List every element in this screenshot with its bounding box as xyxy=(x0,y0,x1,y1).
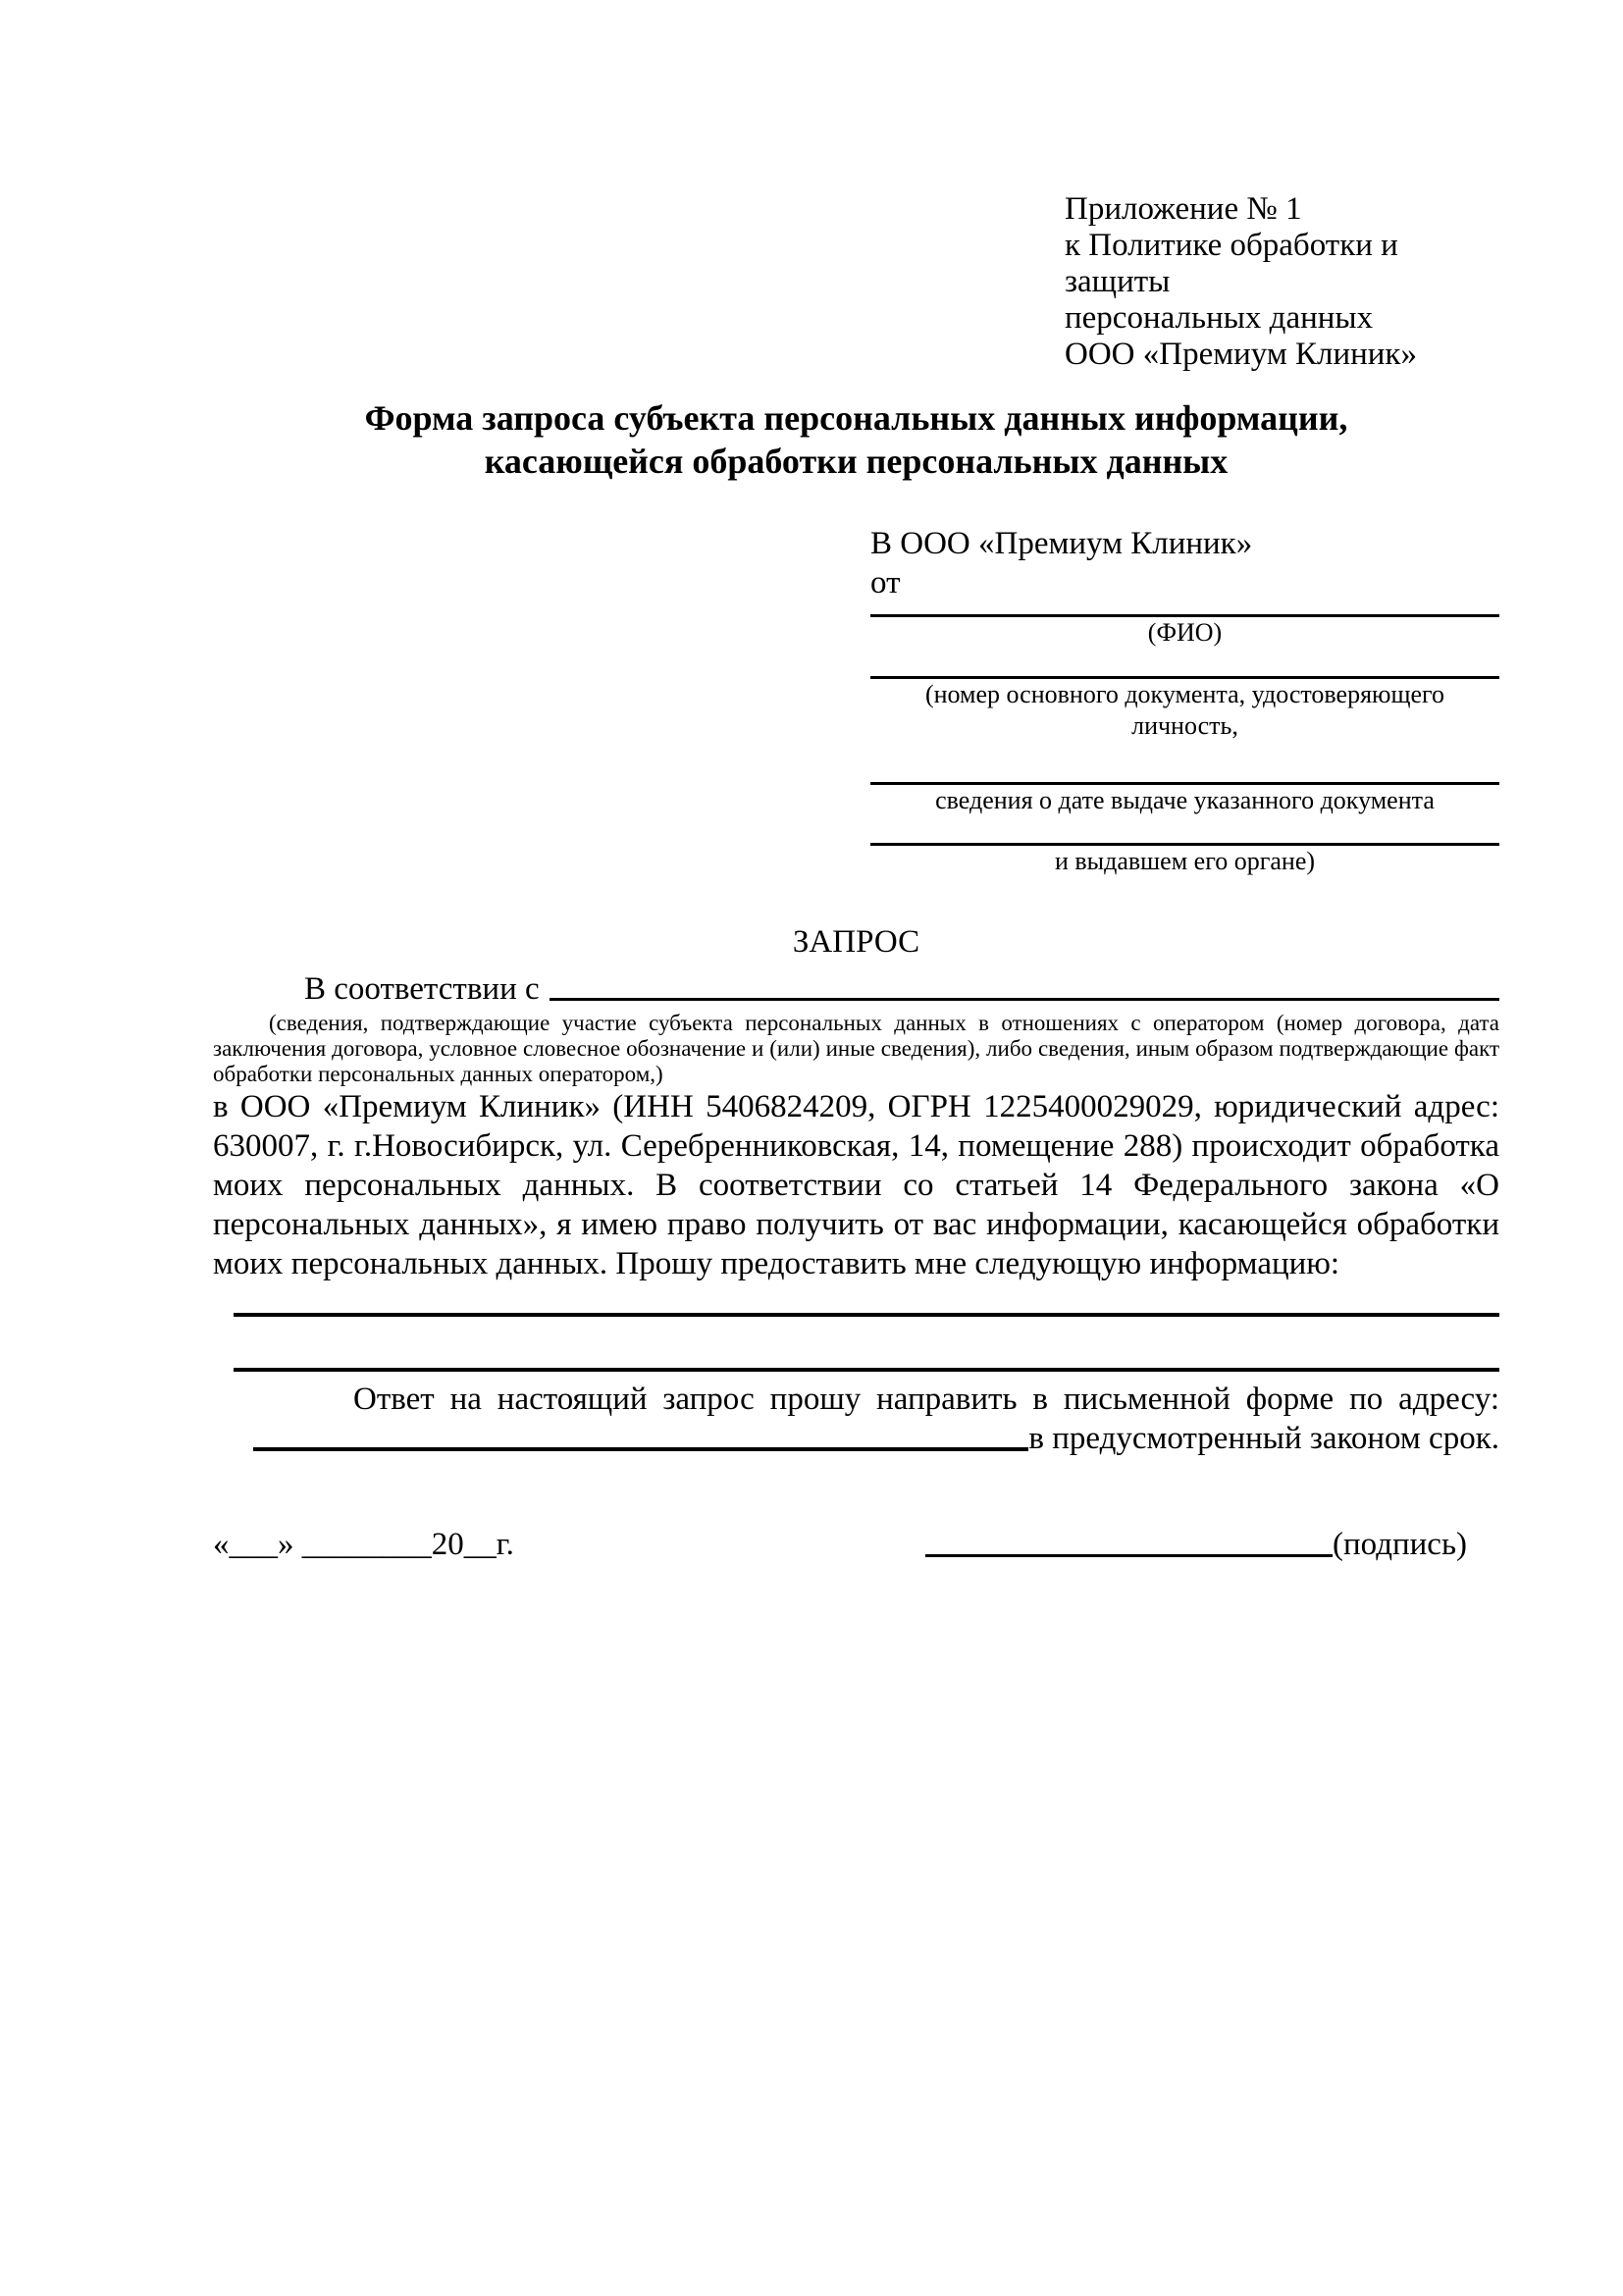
intro-paragraph xyxy=(213,969,1499,1009)
response-paragraph: Ответ на настоящий запрос прошу направить в письменной форме по адресу: xyxy=(353,1382,1499,1417)
address-blank-line xyxy=(253,1447,1028,1451)
signature-blank-line xyxy=(925,1554,1333,1557)
information-blank-line-1 xyxy=(234,1313,1499,1317)
appendix-header-line: к Политике обработки и защиты xyxy=(1065,228,1398,299)
intro-blank-line xyxy=(550,998,1499,1001)
date-signature-row xyxy=(213,1525,1499,1564)
issuing-authority-field-caption: и выдавшем его органе) xyxy=(1054,847,1316,875)
form-title-line: Форма запроса субъекта персональных данных информации, xyxy=(364,398,1348,438)
response-address-row xyxy=(213,1419,1499,1458)
document-number-field-caption: (номер основного документа, удостоверяющего личность, xyxy=(924,680,1445,740)
date-blank-field: «___» ________20__г. xyxy=(213,1527,514,1562)
addressee-from-label: от xyxy=(870,565,901,600)
response-closing: в предусмотренный законом срок. xyxy=(1028,1421,1499,1456)
issue-date-field-caption: сведения о дате выдаче указанного документа xyxy=(935,786,1435,814)
intro-prefix: В соответствии с xyxy=(304,971,540,1007)
signature-group xyxy=(925,1525,1467,1564)
information-blank-line-2 xyxy=(234,1368,1499,1372)
signature-caption: (подпись) xyxy=(1333,1527,1467,1562)
appendix-header-line: ООО «Премиум Клиник» xyxy=(1065,337,1417,372)
body-paragraph: в ООО «Премиум Клиник» (ИНН 5406824209, ОГРН 1225400029029, юридический адрес: 630007, г. г.Новосибирск, ул. Серебренниковская, 14, помещение 288) происходит обработка моих персональных данных. В соответствии со статьей 14 Федерального закона «О персональных данных», я имею право получить от вас информации, касающейся обработки моих персональных данных. Прошу предоставить мне следующую информацию: xyxy=(213,1089,1499,1281)
request-heading: ЗАПРОС xyxy=(792,924,920,960)
addressee-to: В ООО «Премиум Клиник» xyxy=(870,526,1253,561)
appendix-header-line: персональных данных xyxy=(1065,300,1374,336)
addressee-block xyxy=(870,524,1499,877)
appendix-header xyxy=(1065,191,1499,373)
form-title-line: касающейся обработки персональных данных xyxy=(484,442,1229,481)
form-title xyxy=(213,396,1499,483)
fine-print-caption: (сведения, подтверждающие участие субъекта персональных данных в отношениях с оператором (номер договора, дата заключения договора, условное словесное обозначение и (или) иные сведения), либо сведения, иным образом подтверждающие факт обработки персональных данных оператором,) xyxy=(213,1011,1499,1086)
fio-field-caption: (ФИО) xyxy=(1147,618,1223,647)
appendix-header-line: Приложение № 1 xyxy=(1065,191,1302,227)
